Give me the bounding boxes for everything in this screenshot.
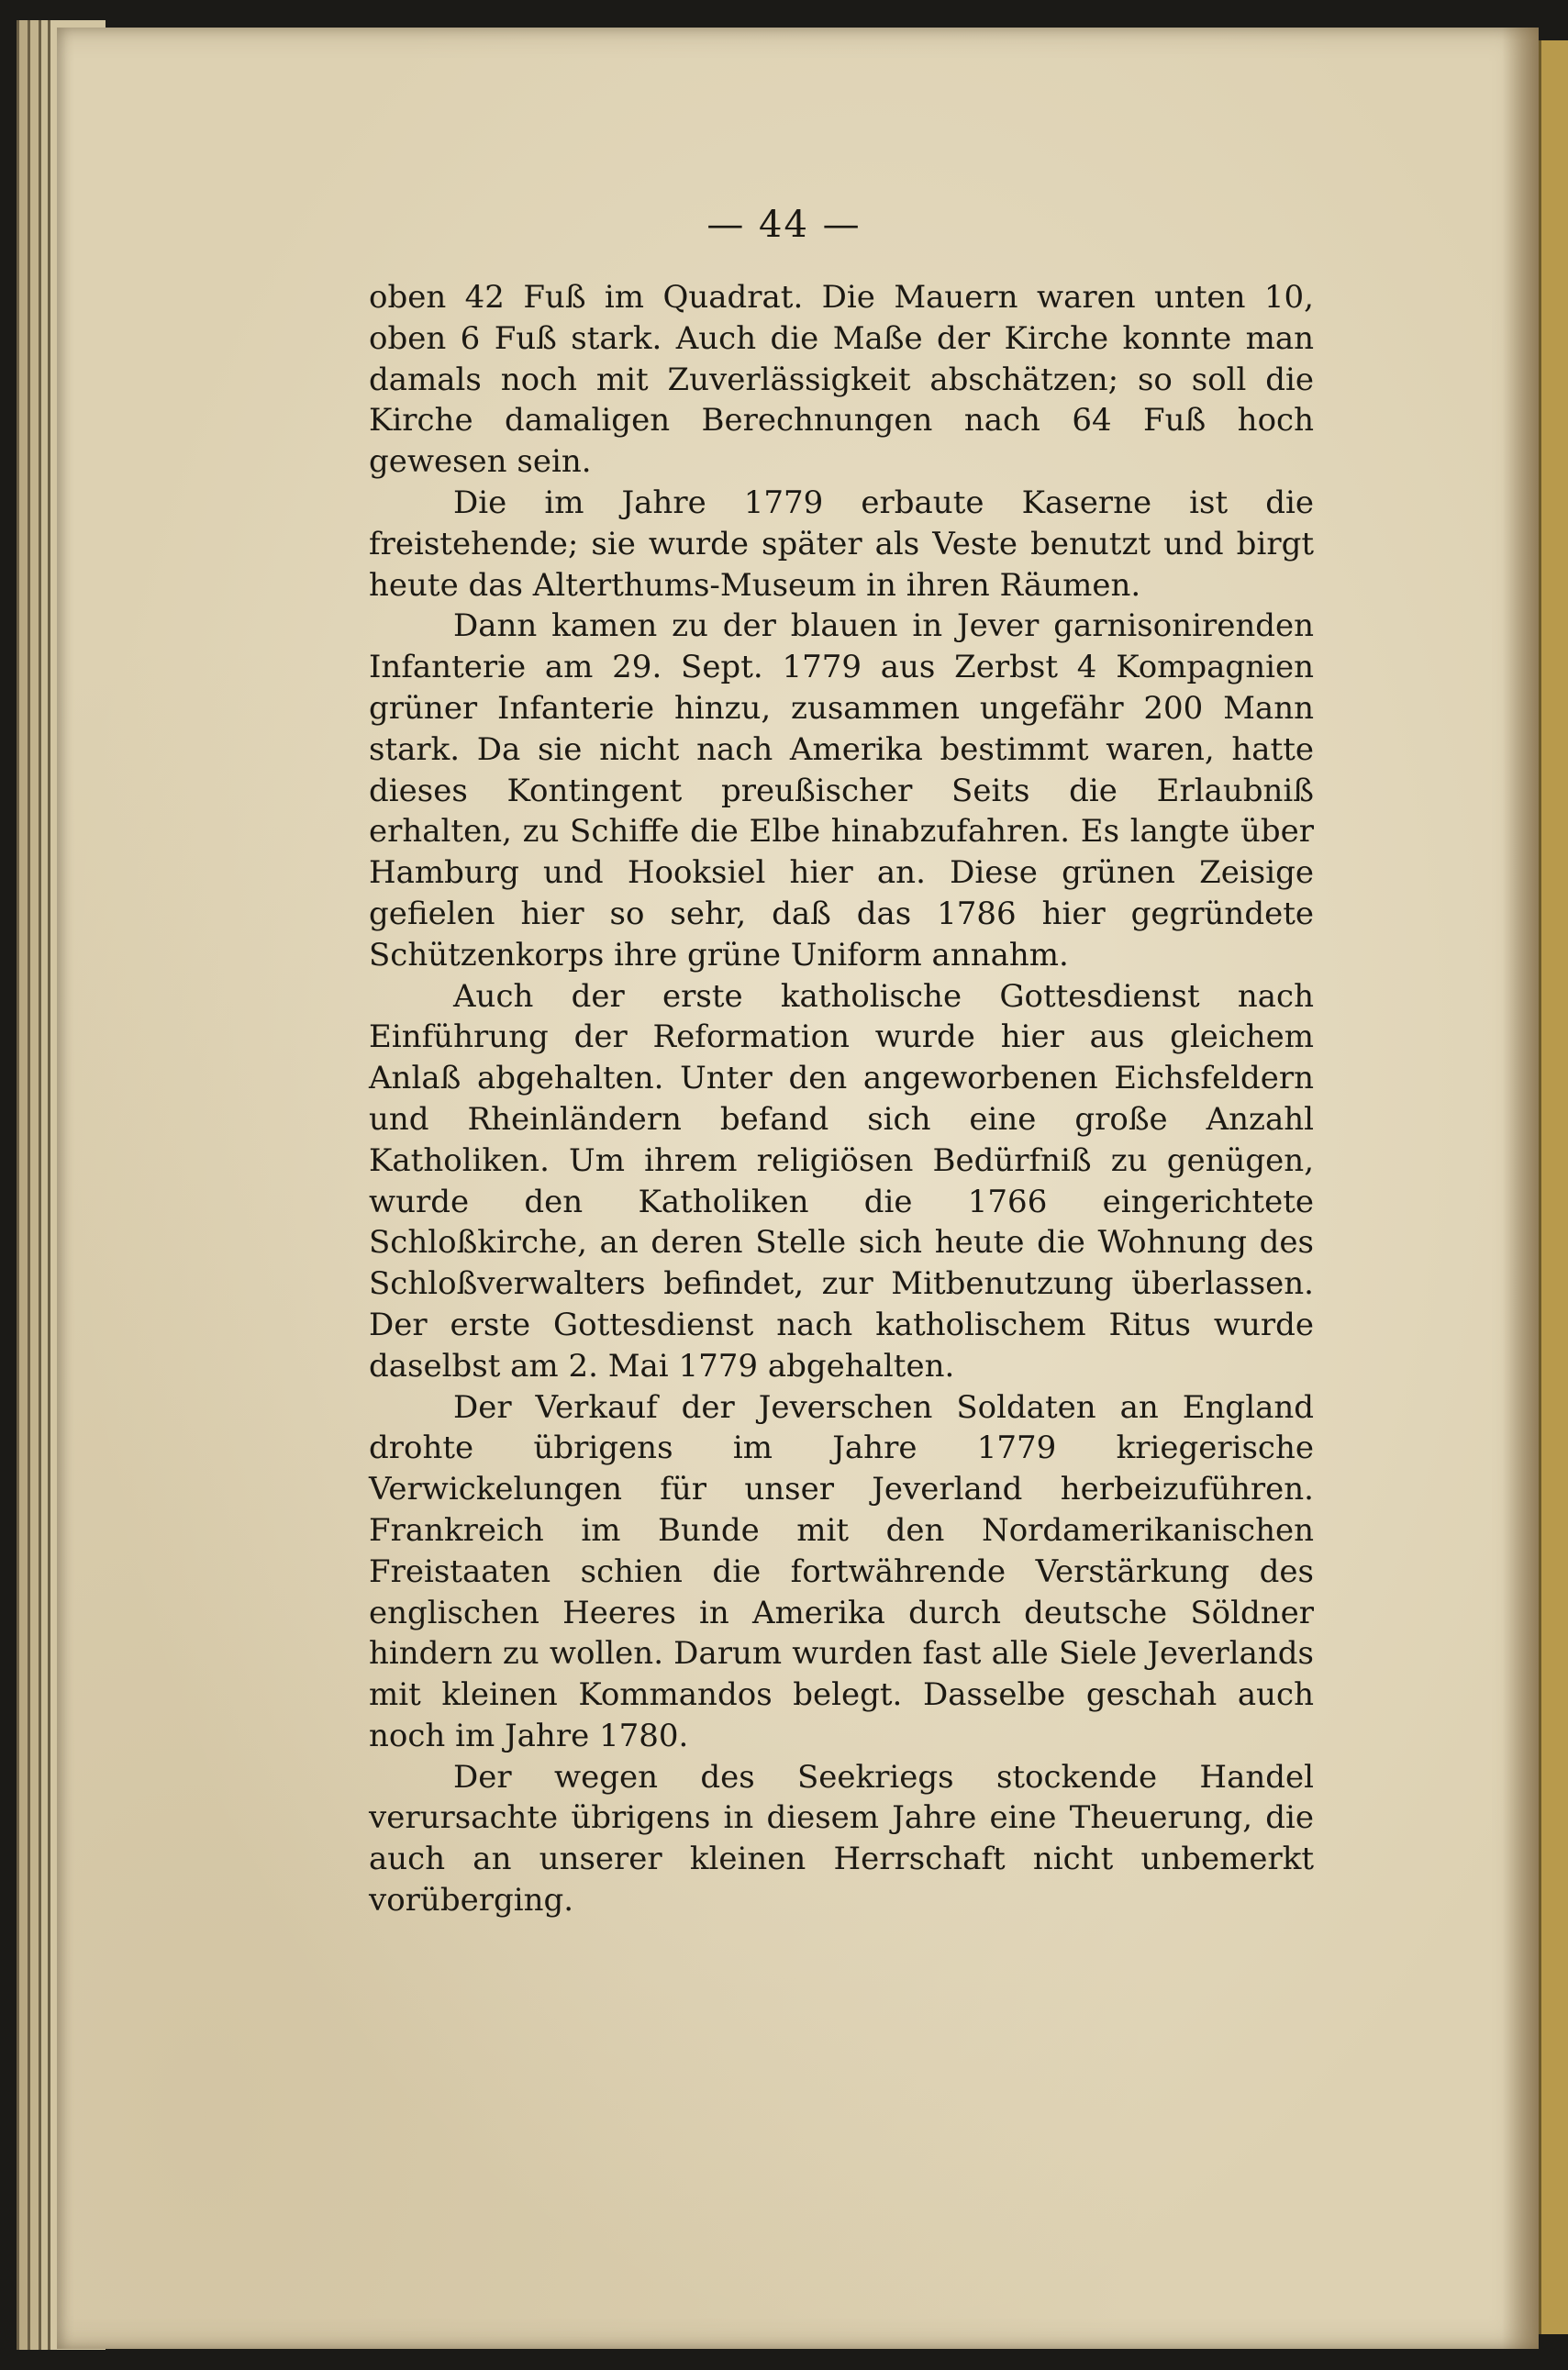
paragraph: Die im Jahre 1779 erbaute Kaserne ist die freistehende; sie wurde später als Veste benutzt und birgt heute das Alterthums-Museum in ihren Räumen. — [369, 484, 1314, 604]
facing-page-edge — [1539, 40, 1568, 2334]
paragraph: oben 42 Fuß im Quadrat. Die Mauern waren unten 10, oben 6 Fuß stark. Auch die Maße der Kirche konnte man damals noch mit Zuverlässigkeit abschätzen; so soll die Kirche damaligen Berechnungen nach 64 Fuß hoch gewesen sein. — [369, 279, 1314, 481]
paragraph: Auch der erste katholische Gottesdienst nach Einführung der Reformation wurde hier aus gleichem Anlaß abgehalten. Unter den angeworbenen Eichsfeldern und Rheinländern befand sich eine große Anzahl Katholiken. Um ihrem religiösen Bedürfniß zu genügen, wurde den Katholiken die 1766 eingerichtete Schloßkirche, an deren Stelle sich heute die Wohnung des Schloßverwalters befindet, zur Mitbenutzung überlassen. Der erste Gottesdienst nach katholischem Ritus wurde daselbst am 2. Mai 1779 abgehalten. — [369, 977, 1314, 1385]
page-gutter-shadow — [1502, 28, 1539, 2349]
body-text — [369, 277, 1314, 1921]
paragraph: Der Verkauf der Jeverschen Soldaten an England drohte übrigens im Jahre 1779 kriegerische Verwickelungen für unser Jeverland herbeizuführen. Frankreich im Bunde mit den Nordamerikanischen Freistaaten schien die fortwährende Verstärkung des englischen Heeres in Amerika durch deutsche Söldner hindern zu wollen. Darum wurden fast alle Siele Jeverlands mit kleinen Kommandos belegt. Dasselbe geschah auch noch im Jahre 1780. — [369, 1388, 1314, 1754]
page-number: — 44 — — [706, 204, 862, 246]
paragraph: Der wegen des Seekriegs stockende Handel verursachte übrigens in diesem Jahre eine Theuerung, die auch an unserer kleinen Herrschaft nicht unbemerkt vorüberging. — [369, 1758, 1314, 1919]
paragraph: Dann kamen zu der blauen in Jever garnisonirenden Infanterie am 29. Sept. 1779 aus Zerbst 4 Kompagnien grüner Infanterie hinzu, zusammen ungefähr 200 Mann stark. Da sie nicht nach Amerika bestimmt waren, hatte dieses Kontingent preußischer Seits die Erlaubniß erhalten, zu Schiffe die Elbe hinabzufahren. Es langte über Hamburg und Hooksiel hier an. Diese grünen Zeisige gefielen hier so sehr, daß das 1786 hier gegründete Schützenkorps ihre grüne Uniform annahm. — [369, 607, 1314, 974]
